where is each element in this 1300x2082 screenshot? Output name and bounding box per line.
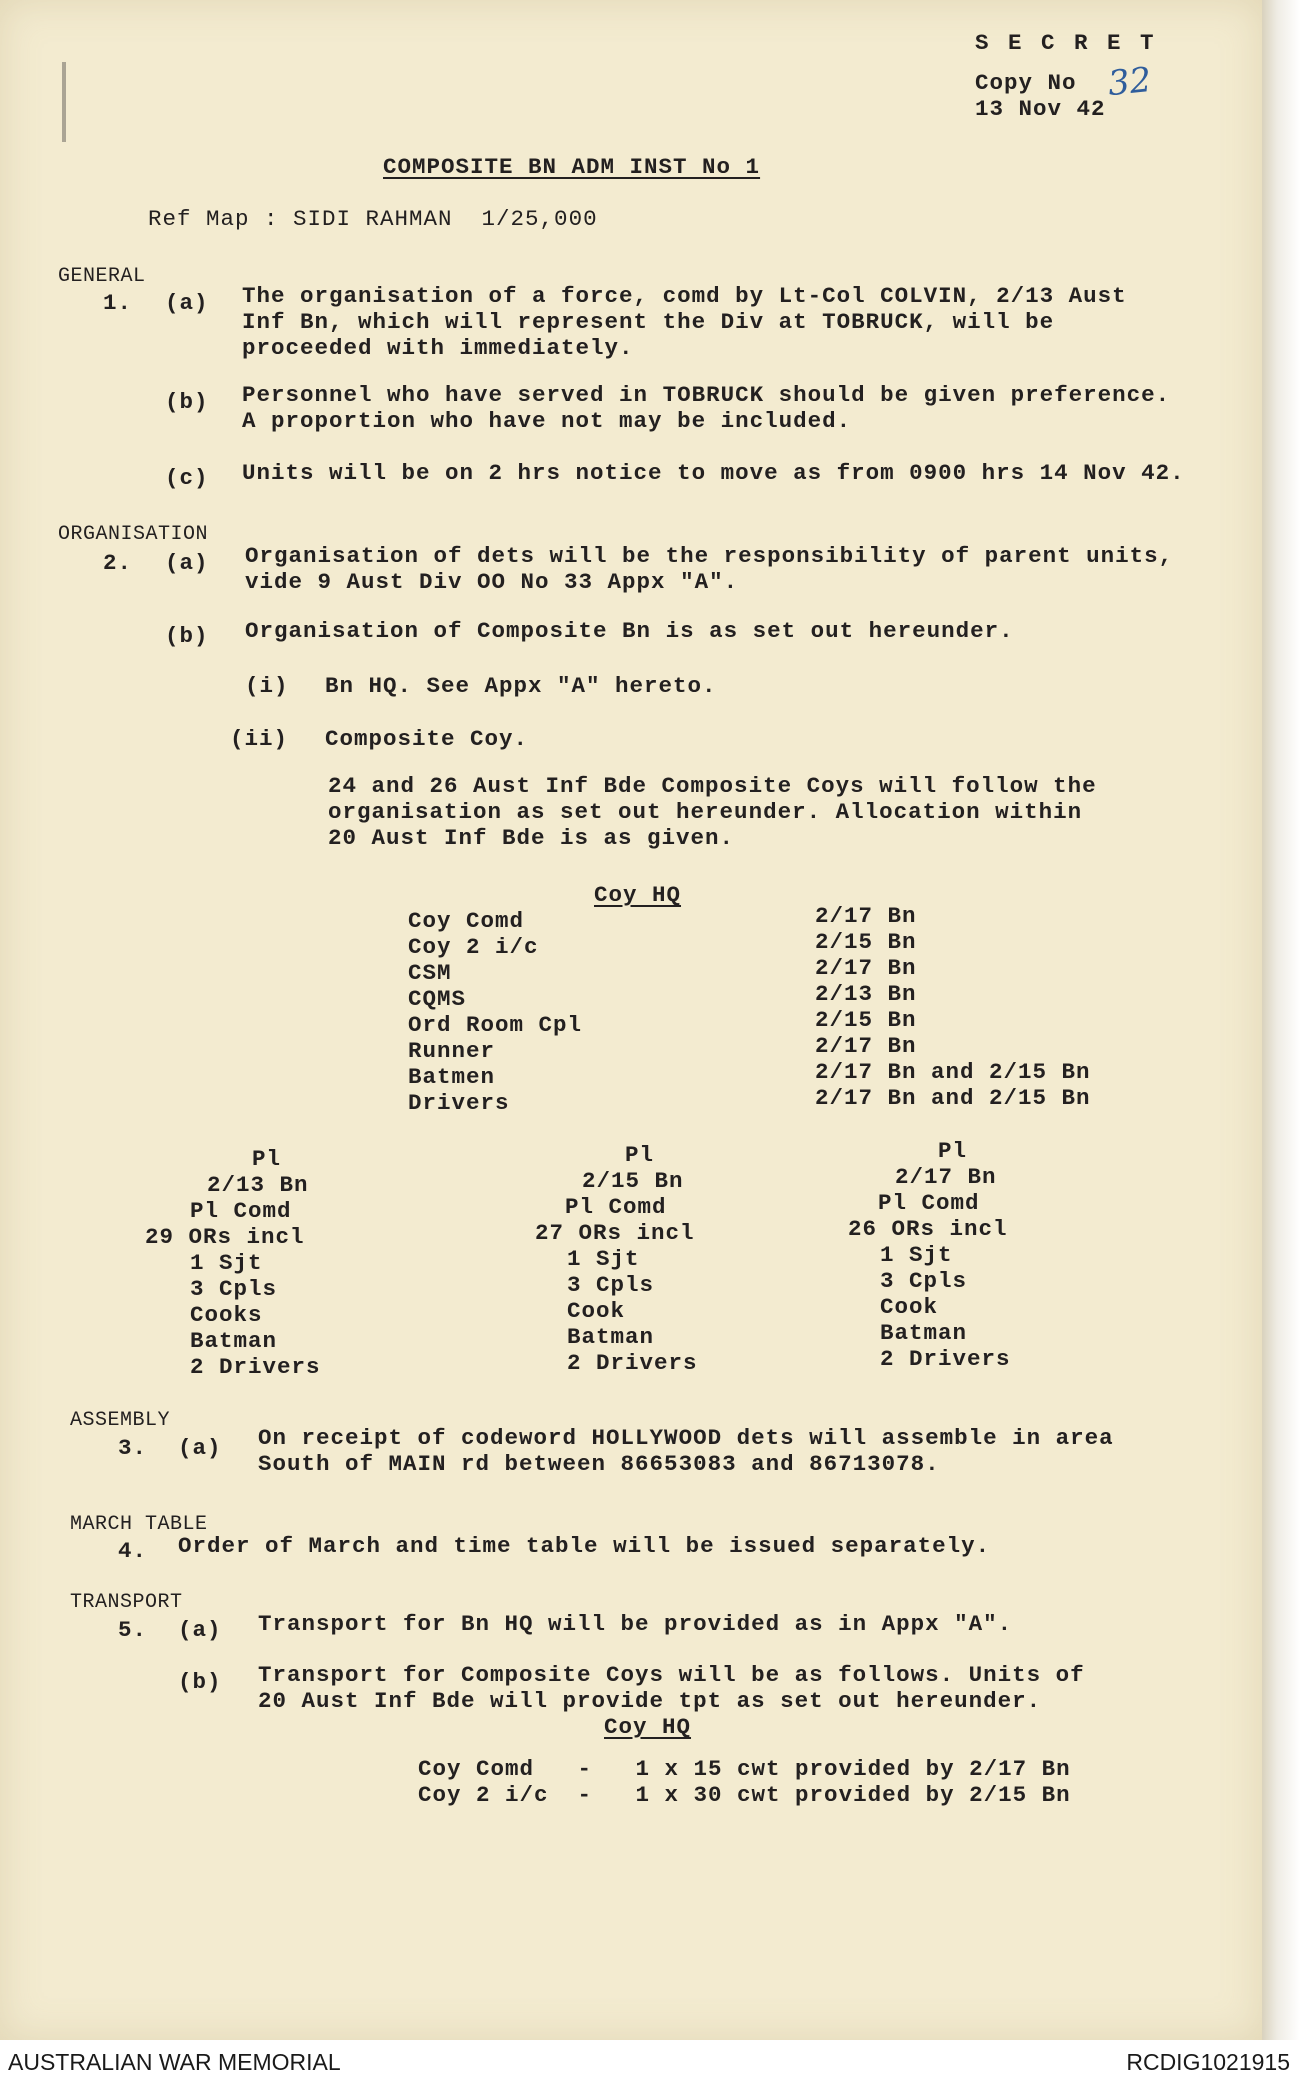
handwritten-copy-number: 32	[1106, 59, 1154, 105]
platoon-line: 1 Sjt	[567, 1246, 640, 1272]
text-line: Composite Coy.	[325, 726, 529, 752]
text-line: 20 Aust Inf Bde will provide tpt as set out hereunder.	[258, 1688, 1042, 1714]
para-number: 1.	[103, 290, 133, 316]
platoon-line: 3 Cpls	[567, 1272, 655, 1298]
platoon-line: Cook	[880, 1294, 939, 1320]
coy-hq-role: Drivers	[408, 1090, 510, 1116]
platoon-line: 2/13 Bn	[207, 1172, 309, 1198]
text-line: vide 9 Aust Div OO No 33 Appx "A".	[245, 569, 739, 595]
text-line: Personnel who have served in TOBRUCK should be given preference.	[242, 382, 1171, 408]
platoon-line: 1 Sjt	[880, 1242, 953, 1268]
platoon-line: Cook	[567, 1298, 626, 1324]
section-heading-general: GENERAL	[58, 265, 146, 288]
platoon-line: 2 Drivers	[567, 1350, 698, 1376]
footer-record-id: RCDIG1021915	[1126, 2049, 1290, 2075]
coy-hq-role: CSM	[408, 960, 452, 986]
platoon-line: 2 Drivers	[190, 1354, 321, 1380]
text-line: Organisation of Composite Bn is as set out hereunder.	[245, 618, 1014, 644]
sub-para-label: (b)	[165, 389, 209, 415]
coy-hq-unit: 2/17 Bn	[815, 1033, 917, 1059]
coy-hq-role: Ord Room Cpl	[408, 1012, 583, 1038]
sub-para-label: (a)	[178, 1435, 222, 1461]
document-date: 13 Nov 42	[975, 96, 1106, 122]
sub-para-label: (a)	[178, 1617, 222, 1643]
sub-para-label: (c)	[165, 465, 209, 491]
coy-hq-unit: 2/17 Bn	[815, 903, 917, 929]
sub-para-label: (b)	[165, 623, 209, 649]
text-line: Units will be on 2 hrs notice to move as from 0900 hrs 14 Nov 42.	[242, 460, 1185, 486]
platoon-line: Pl Comd	[190, 1198, 292, 1224]
sub-para-label: (a)	[165, 290, 209, 316]
text-line: organisation as set out hereunder. Allocation within	[328, 799, 1083, 825]
coy-hq-unit: 2/15 Bn	[815, 929, 917, 955]
coy-hq-unit: 2/17 Bn and 2/15 Bn	[815, 1085, 1091, 1111]
text-line: On receipt of codeword HOLLYWOOD dets will assemble in area	[258, 1425, 1114, 1451]
coy-hq-role: CQMS	[408, 986, 467, 1012]
reference-map: Ref Map : SIDI RAHMAN 1/25,000	[148, 206, 598, 232]
platoon-line: 26 ORs incl	[848, 1216, 1008, 1242]
platoon-line: 2/17 Bn	[895, 1164, 997, 1190]
para-number: 4.	[118, 1538, 148, 1564]
coy-hq-unit: 2/13 Bn	[815, 981, 917, 1007]
platoon-line: 27 ORs incl	[535, 1220, 695, 1246]
transport-coy-hq-heading: Coy HQ	[604, 1714, 692, 1740]
archive-footer	[0, 2040, 1300, 2082]
platoon-line: 3 Cpls	[880, 1268, 968, 1294]
platoon-line: Pl	[938, 1138, 968, 1164]
para-number: 2.	[103, 550, 133, 576]
copy-number-label: Copy No	[975, 70, 1077, 96]
text-line: Inf Bn, which will represent the Div at TOBRUCK, will be	[242, 309, 1055, 335]
sub-para-label: (ii)	[230, 726, 289, 752]
text-line: A proportion who have not may be included.	[242, 408, 852, 434]
platoon-line: Pl	[625, 1142, 655, 1168]
security-classification: S E C R E T	[975, 30, 1157, 56]
para-number: 3.	[118, 1435, 148, 1461]
text-line: proceeded with immediately.	[242, 335, 634, 361]
text-line: Order of March and time table will be issued separately.	[178, 1533, 991, 1559]
section-heading-organisation: ORGANISATION	[58, 523, 209, 546]
sub-para-label: (a)	[165, 550, 209, 576]
transport-row: Coy Comd - 1 x 15 cwt provided by 2/17 Bn	[418, 1756, 1071, 1782]
page-edge	[1262, 0, 1300, 2040]
text-line: Organisation of dets will be the responsibility of parent units,	[245, 543, 1174, 569]
platoon-line: 2/15 Bn	[582, 1168, 684, 1194]
para-number: 5.	[118, 1617, 148, 1643]
coy-hq-role: Coy 2 i/c	[408, 934, 539, 960]
coy-hq-heading: Coy HQ	[594, 882, 682, 908]
sub-para-label: (i)	[245, 673, 289, 699]
section-heading-march-table: MARCH TABLE	[70, 1513, 208, 1536]
platoon-line: 2 Drivers	[880, 1346, 1011, 1372]
coy-hq-role: Batmen	[408, 1064, 496, 1090]
text-line: 20 Aust Inf Bde is as given.	[328, 825, 735, 851]
text-line: 24 and 26 Aust Inf Bde Composite Coys will follow the	[328, 773, 1097, 799]
document-title: COMPOSITE BN ADM INST No 1	[383, 154, 761, 180]
coy-hq-role: Runner	[408, 1038, 496, 1064]
platoon-line: Batman	[880, 1320, 968, 1346]
text-line: Transport for Composite Coys will be as follows. Units of	[258, 1662, 1085, 1688]
text-line: South of MAIN rd between 86653083 and 86713078.	[258, 1451, 940, 1477]
platoon-line: 1 Sjt	[190, 1250, 263, 1276]
section-heading-transport: TRANSPORT	[70, 1591, 183, 1614]
platoon-line: Pl Comd	[878, 1190, 980, 1216]
transport-row: Coy 2 i/c - 1 x 30 cwt provided by 2/15 Bn	[418, 1782, 1071, 1808]
platoon-line: Cooks	[190, 1302, 263, 1328]
coy-hq-unit: 2/17 Bn	[815, 955, 917, 981]
sub-para-label: (b)	[178, 1669, 222, 1695]
platoon-line: Batman	[190, 1328, 278, 1354]
platoon-line: Batman	[567, 1324, 655, 1350]
platoon-line: 3 Cpls	[190, 1276, 278, 1302]
text-line: Transport for Bn HQ will be provided as in Appx "A".	[258, 1611, 1013, 1637]
punch-hole-mark	[62, 62, 66, 142]
coy-hq-role: Coy Comd	[408, 908, 525, 934]
platoon-line: 29 ORs incl	[145, 1224, 305, 1250]
platoon-line: Pl	[252, 1146, 282, 1172]
text-line: The organisation of a force, comd by Lt-Col COLVIN, 2/13 Aust	[242, 283, 1127, 309]
section-heading-assembly: ASSEMBLY	[70, 1409, 171, 1432]
coy-hq-unit: 2/15 Bn	[815, 1007, 917, 1033]
coy-hq-unit: 2/17 Bn and 2/15 Bn	[815, 1059, 1091, 1085]
text-line: Bn HQ. See Appx "A" hereto.	[325, 673, 717, 699]
footer-institution: AUSTRALIAN WAR MEMORIAL	[8, 2049, 341, 2075]
platoon-line: Pl Comd	[565, 1194, 667, 1220]
